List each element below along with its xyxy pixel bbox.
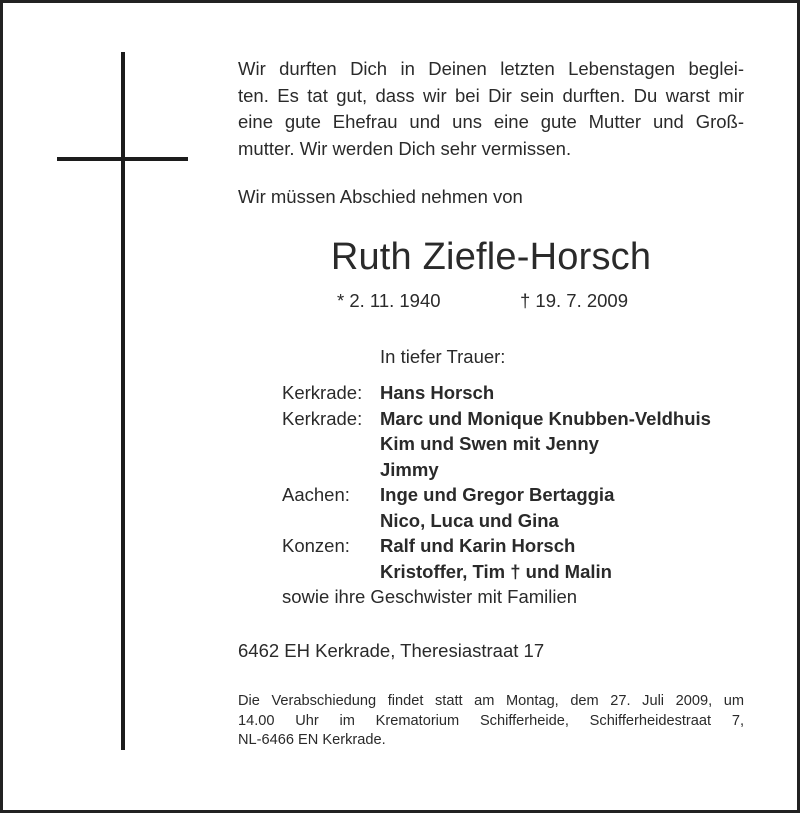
mourner-names: Nico, Luca und Gina — [380, 509, 559, 531]
intro-line: eine gute Ehefrau und uns eine gute Mutter und Groß- — [238, 111, 744, 132]
mourner-names: Marc und Monique Knubben-Veldhuis — [380, 407, 711, 429]
mourner-names: Kim und Swen mit Jenny — [380, 433, 599, 454]
farewell-line: Wir müssen Abschied nehmen von — [238, 186, 523, 207]
intro-line: mutter. Wir werden Dich sehr vermissen. — [238, 137, 572, 159]
notice-line: 14.00 Uhr im Krematorium Schifferheide, Schifferheidestraat 7, — [238, 712, 744, 729]
intro-line: ten. Es tat gut, dass wir bei Dir sein durften. Du warst mir — [238, 84, 744, 106]
mourner-row — [282, 380, 577, 406]
mourning-heading: In tiefer Trauer: — [380, 346, 506, 367]
mourner-place: Aachen: — [282, 484, 350, 505]
mourner-place: Kerkrade: — [282, 382, 363, 403]
mourner-names: Inge und Gregor Bertaggia — [380, 484, 615, 505]
cross-horizontal-bar — [57, 157, 188, 161]
mourner-place: Konzen: — [282, 535, 350, 556]
siblings-line: sowie ihre Geschwister mit Familien — [282, 586, 578, 607]
mourner-row — [282, 406, 711, 432]
mourner-place: Kerkrade: — [282, 407, 363, 429]
mourner-row — [282, 482, 615, 508]
mourner-names: Ralf und Karin Horsch — [380, 535, 576, 556]
intro-paragraph — [238, 56, 744, 162]
mourner-row — [282, 533, 577, 559]
notice-line: Die Verabschiedung findet statt am Montag, dem 27. Juli 2009, um — [238, 693, 744, 709]
intro-line: Wir durften Dich in Deinen letzten Lebenstagen beglei- — [238, 58, 744, 79]
mourner-names: Hans Horsch — [380, 382, 495, 403]
deceased-name: Ruth Ziefle-Horsch — [330, 236, 652, 278]
mourner-row — [282, 559, 612, 585]
death-date: † 19. 7. 2009 — [520, 290, 629, 311]
address: 6462 EH Kerkrade, Theresiastraat 17 — [238, 640, 545, 661]
notice-line: NL-6466 EN Kerkrade. — [238, 732, 386, 748]
mourner-names: Jimmy — [380, 458, 439, 480]
mourner-row — [282, 431, 599, 457]
mourner-names: Kristoffer, Tim † und Malin — [380, 560, 612, 582]
mourner-row — [282, 457, 577, 483]
mourner-row — [282, 508, 577, 534]
mourners-list — [282, 380, 711, 610]
birth-date: * 2. 11. 1940 — [337, 290, 441, 311]
ceremony-notice — [238, 692, 744, 751]
